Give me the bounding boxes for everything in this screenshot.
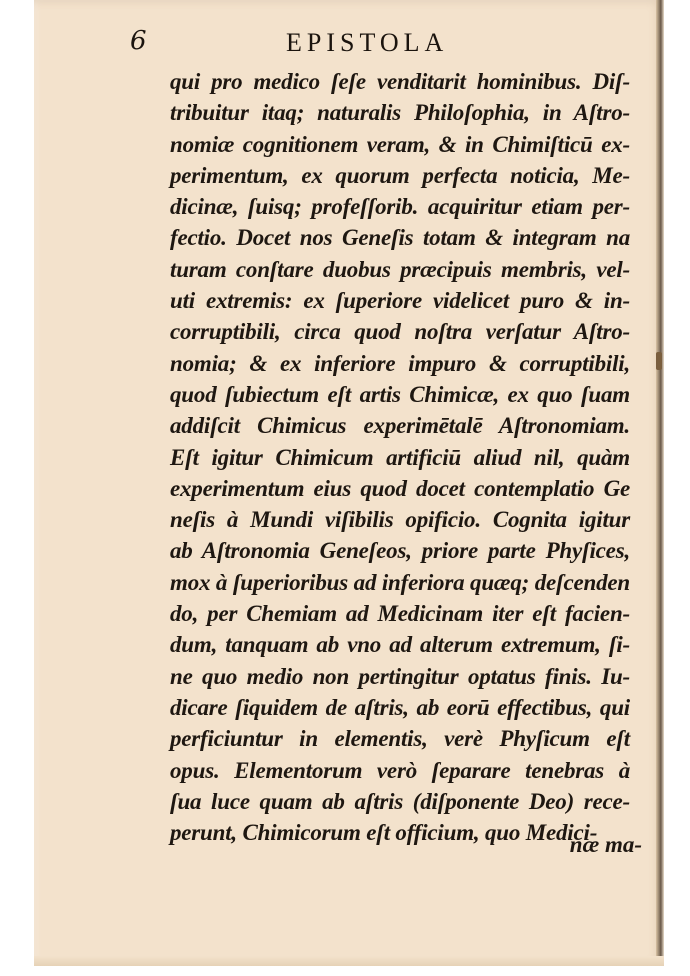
text-line: dicinæ, ſuisq; profeſſorib. acquiritur etiam per- [170, 194, 630, 220]
catchword: næ ma- [569, 832, 642, 857]
page-number: 6 [130, 26, 147, 56]
text-line: corruptibili, circa quod noſtra verſatur Aſtro- [170, 319, 630, 345]
text-line: mox à ſuperioribus ad inferiora quæq; deſcenden [170, 569, 630, 595]
text-line: addiſcit Chimicus experimētalē Aſtronomiam. [170, 413, 630, 439]
margin-mark [656, 352, 662, 370]
page-bottom-edge [34, 956, 664, 966]
text-line: Eſt igitur Chimicum artificiū aliud nil, quàm [170, 444, 630, 470]
text-line: ſua luce quam ab aſtris (diſponente Deo) rece- [170, 788, 630, 814]
text-line: neſis à Mundi viſibilis opificio. Cognita igitur [170, 507, 630, 533]
page-header [130, 24, 530, 60]
text-line: nomia; & ex inferiore impuro & corruptibili, [170, 350, 630, 376]
text-line: turam conſtare duobus præcipuis membris, vel- [170, 256, 630, 282]
text-line: tribuitur itaq; naturalis Philoſophia, in Aſtro- [170, 100, 630, 126]
text-line: dicare ſiquidem de aſtris, ab eorū effectibus, qui [170, 694, 630, 720]
text-line: dum, tanquam ab vno ad alterum extremum, ſi- [170, 632, 630, 658]
text-line: qui pro medico ſeſe venditarit hominibus. Diſ- [170, 69, 630, 94]
text-line: perunt, Chimicorum eſt officium, quo Medici- [170, 820, 598, 846]
book-spine-shadow [656, 0, 664, 966]
text-line: opus. Elementorum verò ſeparare tenebras à [170, 757, 630, 783]
text-line: perficiuntur in elementis, verè Phyſicum eſt [170, 726, 630, 752]
text-line: nomiæ cognitionem veram, & in Chimiſticū ex- [170, 131, 630, 157]
text-line: uti extremis: ex ſuperiore videlicet puro & in- [170, 288, 630, 314]
text-line: quod ſubiectum eſt artis Chimicæ, ex quo ſuam [170, 381, 630, 407]
text-line: do, per Chemiam ad Medicinam iter eſt facien- [170, 601, 630, 627]
body-text [170, 66, 630, 848]
text-line: fectio. Docet nos Geneſis totam & integram na [170, 225, 630, 251]
running-title: EPISTOLA [286, 28, 449, 57]
text-line: ab Aſtronomia Geneſeos, priore parte Phyſices, [170, 538, 630, 564]
text-line: perimentum, ex quorum perfecta noticia, Me- [170, 162, 630, 188]
text-line: experimentum eius quod docet contemplatio Ge [170, 475, 630, 501]
text-line: ne quo medio non pertingitur optatus finis. Iu- [170, 663, 630, 689]
